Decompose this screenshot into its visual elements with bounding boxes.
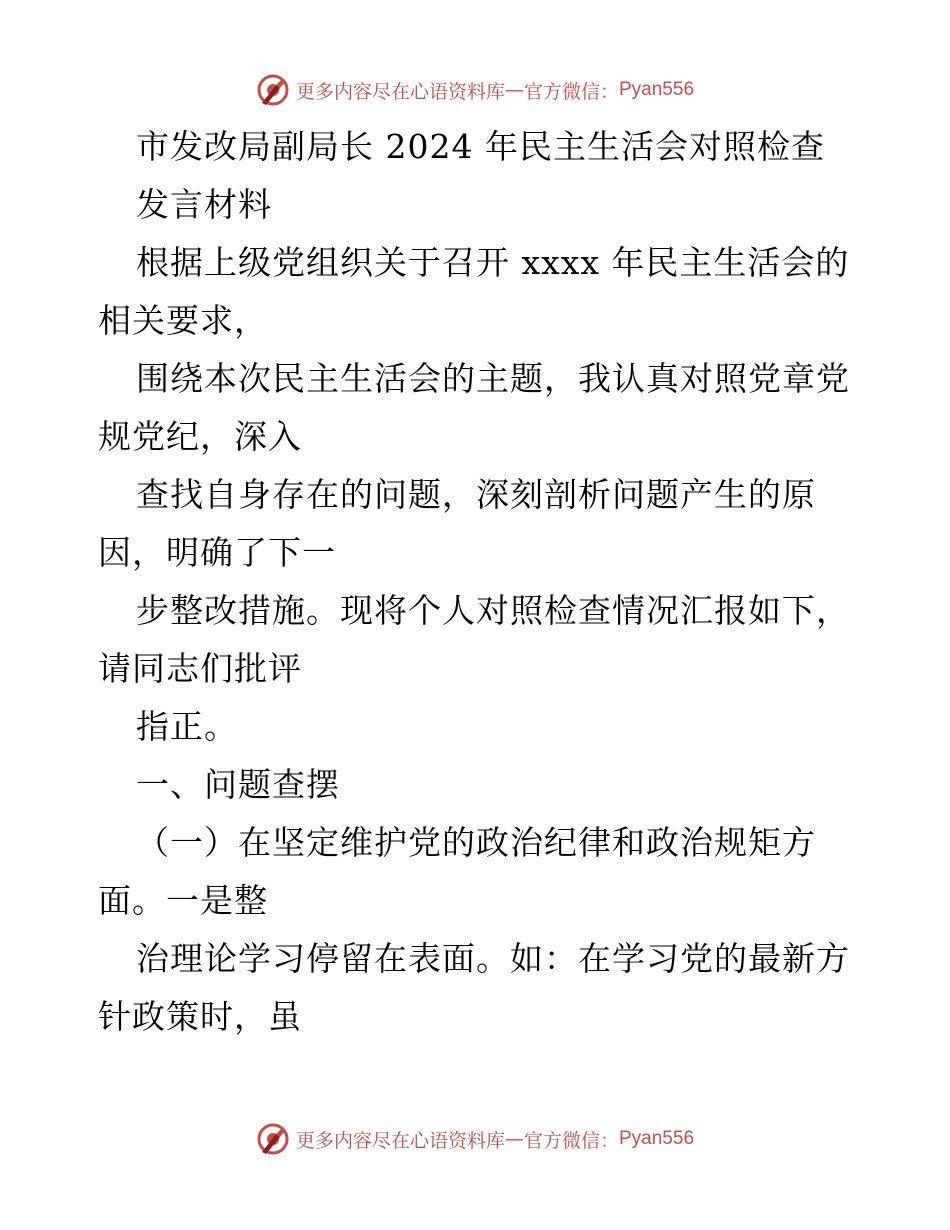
- watermark-separator: —: [504, 1128, 524, 1150]
- document-title-line-1: 市发改局副局长 2024 年民主生活会对照检查: [136, 127, 825, 166]
- paragraph-line: 查找自身存在的问题，深刻剖析问题产生的原: [136, 475, 816, 514]
- paragraph-line: 指正。: [136, 707, 238, 746]
- paragraph-line: 根据上级党组织关于召开 xxxx 年民主生活会的: [136, 243, 850, 282]
- paragraph-line: 规党纪，深入: [98, 417, 302, 456]
- pen-circle-logo-icon: [256, 1122, 290, 1156]
- watermark-contact-label: 官方微信：: [523, 80, 619, 103]
- watermark-wechat-id: Pyan556: [619, 1128, 695, 1149]
- paragraph-line: 针政策时，虽: [98, 997, 302, 1036]
- paragraph-line: 治理论学习停留在表面。如：在学习党的最新方: [136, 939, 850, 978]
- paragraph-line: 因，明确了下一: [98, 533, 336, 572]
- watermark-contact-label: 官方微信：: [523, 1129, 619, 1152]
- paragraph-line: 围绕本次民主生活会的主题，我认真对照党章党: [136, 359, 850, 398]
- subsection-heading: （一）在坚定维护党的政治纪律和政治规矩方: [136, 823, 816, 862]
- paragraph-line: 请同志们批评: [98, 649, 302, 688]
- watermark-wechat-id: Pyan556: [619, 79, 695, 100]
- paragraph-line: 步整改措施。现将个人对照检查情况汇报如下，: [136, 591, 850, 630]
- section-heading: 一、问题查摆: [136, 765, 340, 804]
- pen-circle-logo-icon: [256, 73, 290, 107]
- document-title-line-2: 发言材料: [136, 185, 272, 224]
- footer-watermark: [0, 1119, 950, 1159]
- watermark-brand: 更多内容尽在心语资料库: [295, 80, 505, 103]
- document-body: [98, 118, 858, 1046]
- header-watermark: [0, 70, 950, 110]
- paragraph-line: 面。一是整: [98, 881, 268, 920]
- watermark-brand: 更多内容尽在心语资料库: [295, 1129, 505, 1152]
- paragraph-line: 相关要求，: [98, 301, 268, 340]
- watermark-separator: —: [504, 79, 524, 101]
